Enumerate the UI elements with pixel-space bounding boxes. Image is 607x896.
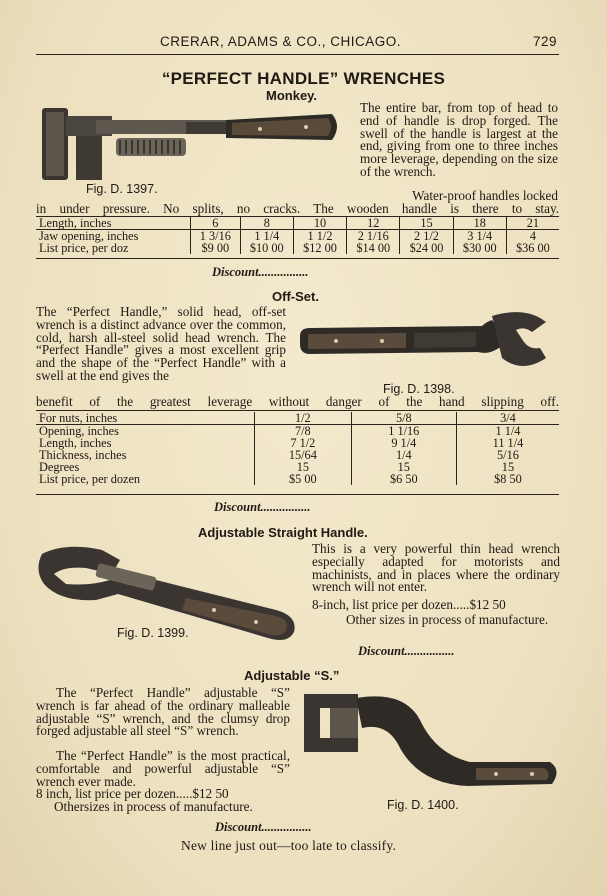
table-cell: $36 00 bbox=[506, 242, 559, 254]
s-wrench-description-2: The “Perfect Handle” is the most practical, comfortable and powerful adjustable “S” wrench ever made. bbox=[36, 748, 290, 789]
row-label: Degrees bbox=[39, 460, 80, 474]
table-cell: 3 1/4 bbox=[453, 230, 506, 243]
table-cell: 1 1/2 bbox=[293, 230, 346, 243]
discount-line: Discount................ bbox=[212, 265, 309, 279]
row-label: List price, per dozen bbox=[39, 472, 141, 486]
figure-label: Fig. D. 1397. bbox=[86, 182, 158, 196]
table-cell: $10 00 bbox=[240, 242, 293, 254]
footer-note: New line just out—too late to classify. bbox=[181, 838, 397, 853]
s-wrench-subtitle: Adjustable “S.” bbox=[244, 668, 340, 683]
row-label: Opening, inches bbox=[39, 424, 119, 438]
table-cell: 4 bbox=[506, 230, 559, 243]
monkey-wrench-image bbox=[36, 98, 346, 188]
s-wrench-description: The “Perfect Handle” adjustable “S” wrench is far ahead of the ordinary malleable adjustable “S” wrench, and the clumsy drop forged adjustable all steel “S” wrench. bbox=[36, 685, 290, 739]
table-cell: $12 00 bbox=[293, 242, 346, 254]
monkey-description-cont: Water-proof handles locked bbox=[412, 188, 558, 203]
table-cell: 2 1/2 bbox=[400, 230, 453, 243]
row-label: Length, inches bbox=[36, 217, 191, 230]
table-cell: 10 bbox=[293, 217, 346, 230]
table-cell: 9 1/4 bbox=[351, 437, 456, 449]
table-cell: 1 3/16 bbox=[191, 230, 241, 243]
straight-other-sizes: Other sizes in process of manufacture. bbox=[346, 612, 549, 627]
table-cell: $8 50 bbox=[456, 473, 559, 485]
figure-label: Fig. D. 1399. bbox=[117, 626, 189, 640]
table-cell: 6 bbox=[191, 217, 241, 230]
table-cell: 21 bbox=[506, 217, 559, 230]
table-cell: $30 00 bbox=[453, 242, 506, 254]
s-wrench-image bbox=[300, 688, 562, 798]
table-cell: 5/16 bbox=[456, 449, 559, 461]
offset-wrench-image bbox=[296, 308, 552, 374]
table-row bbox=[36, 412, 559, 425]
monkey-subtitle: Monkey. bbox=[266, 88, 318, 103]
table-cell: $24 00 bbox=[400, 242, 453, 254]
monkey-description-tail: in under pressure. No splits, no cracks. The wooden handle is there to stay. bbox=[36, 201, 559, 216]
discount-line: Discount................ bbox=[214, 500, 311, 514]
table-row bbox=[36, 242, 559, 254]
table-cell: 3/4 bbox=[456, 412, 559, 425]
table-bottom-rule bbox=[36, 494, 559, 495]
table-cell: 18 bbox=[453, 217, 506, 230]
offset-spec-table bbox=[36, 412, 559, 485]
straight-description: This is a very powerful thin head wrench especially adapted for motorists and machinists, and in places where the ordinary wrench will not enter. bbox=[312, 541, 560, 595]
offset-subtitle: Off-Set. bbox=[272, 289, 319, 304]
table-cell: 12 bbox=[347, 217, 400, 230]
table-row bbox=[36, 473, 559, 485]
s-wrench-other-sizes: Othersizes in process of manufacture. bbox=[54, 799, 253, 814]
table-cell: 1 1/16 bbox=[351, 425, 456, 438]
page-number: 729 bbox=[533, 34, 558, 49]
table-cell: 15 bbox=[351, 461, 456, 473]
discount-line: Discount................ bbox=[215, 820, 312, 834]
table-cell: 1/2 bbox=[255, 412, 352, 425]
table-cell: 1 1/4 bbox=[456, 425, 559, 438]
straight-subtitle: Adjustable Straight Handle. bbox=[198, 525, 368, 540]
table-row bbox=[36, 217, 559, 230]
section-title: “PERFECT HANDLE” WRENCHES bbox=[161, 69, 446, 88]
row-label: List price, per doz bbox=[39, 241, 129, 255]
figure-label: Fig. D. 1400. bbox=[387, 798, 459, 812]
table-cell: 1/4 bbox=[351, 449, 456, 461]
table-cell: 1 1/4 bbox=[240, 230, 293, 243]
monkey-price-table bbox=[36, 217, 559, 254]
row-label: Length, inches bbox=[39, 436, 112, 450]
publisher: CRERAR, ADAMS & CO., CHICAGO. bbox=[160, 34, 402, 49]
figure-label: Fig. D. 1398. bbox=[383, 382, 455, 396]
discount-line: Discount................ bbox=[358, 644, 455, 658]
table-cell: 15 bbox=[255, 461, 352, 473]
offset-description-tail: benefit of the greatest leverage without danger of the hand slipping off. bbox=[36, 394, 559, 409]
table-cell: 15/64 bbox=[255, 449, 352, 461]
row-label: Thickness, inches bbox=[39, 448, 127, 462]
spec-table bbox=[36, 217, 559, 254]
row-label: For nuts, inches bbox=[36, 412, 255, 425]
table-cell: 5/8 bbox=[351, 412, 456, 425]
table-cell: 8 bbox=[240, 217, 293, 230]
table-cell: $5 00 bbox=[255, 473, 352, 485]
table-cell: 7 1/2 bbox=[255, 437, 352, 449]
table-cell: $9 00 bbox=[191, 242, 241, 254]
table-cell: $6 50 bbox=[351, 473, 456, 485]
table-cell: 7/8 bbox=[255, 425, 352, 438]
row-label: Jaw opening, inches bbox=[39, 229, 139, 243]
straight-price: 8-inch, list price per dozen.....$12 50 bbox=[312, 597, 506, 612]
table-cell: 15 bbox=[400, 217, 453, 230]
table-cell: 11 1/4 bbox=[456, 437, 559, 449]
s-wrench-price: 8 inch, list price per dozen.....$12 50 bbox=[36, 786, 229, 801]
monkey-description: The entire bar, from top of head to end of handle is drop forged. The swell of the handle is largest at the end, giving from one to three inches more leverage, depending on the size of the wrench. bbox=[360, 100, 558, 179]
header-rule bbox=[36, 54, 559, 55]
table-cell: $14 00 bbox=[347, 242, 400, 254]
spec-table bbox=[36, 412, 559, 485]
table-cell: 2 1/16 bbox=[347, 230, 400, 243]
table-cell: 15 bbox=[456, 461, 559, 473]
table-bottom-rule bbox=[36, 258, 559, 259]
offset-description: The “Perfect Handle,” solid head, off-set wrench is a distinct advance over the common, cold, harsh all-steel solid head wrench. The “Perfect Handle” gives a most excellent grip and the shape of the “Perfect Handle” with a swell at the end gives the bbox=[36, 304, 286, 383]
